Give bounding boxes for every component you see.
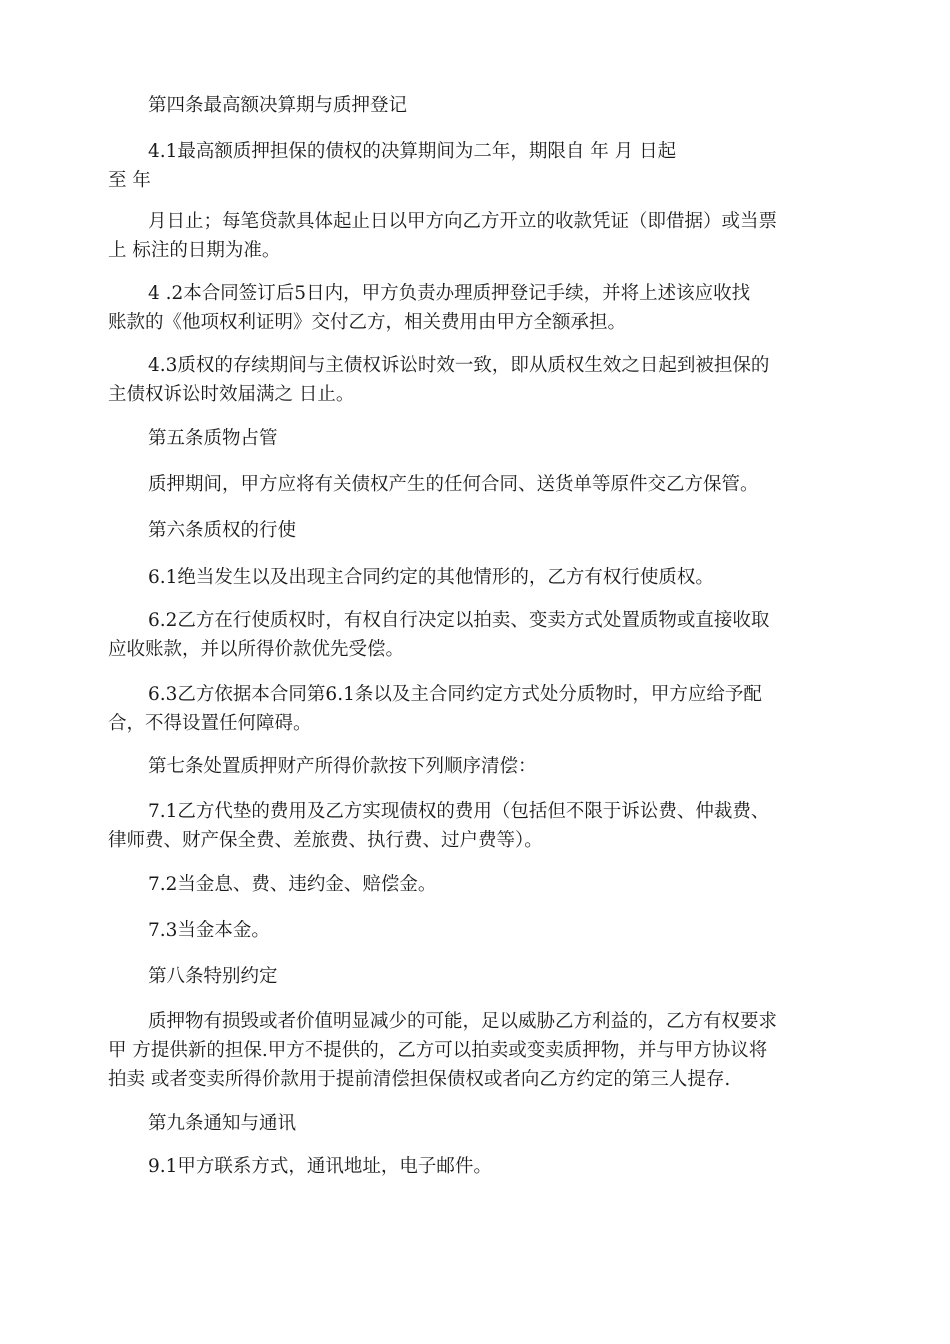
clause-7-3: 7.3当金本金。 [148, 920, 270, 941]
heading-article-6: 第六条质权的行使 [148, 520, 297, 541]
clause-4-1: 4.1最高额质押担保的债权的决算期间为二年，期限自 年 月 日起 至 年 [108, 141, 677, 191]
heading-article-8: 第八条特别约定 [148, 966, 278, 987]
heading-article-5: 第五条质物占管 [148, 428, 278, 449]
heading-article-4: 第四条最高额决算期与质押登记 [148, 95, 408, 116]
article-8-body: 质押物有损毁或者价值明显减少的可能，足以威胁乙方利益的，乙方有权要求 甲 方提供新的担保.甲方不提供的，乙方可以拍卖或变卖质押物，并与甲方协议将 拍卖 或者变卖所得价款用于提前清偿担保债权或者向乙方约定的第三人提存. [108, 1011, 778, 1090]
heading-article-9: 第九条通知与通讯 [148, 1113, 297, 1134]
clause-6-1: 6.1绝当发生以及出现主合同约定的其他情形的，乙方有权行使质权。 [148, 567, 714, 588]
clause-9-1: 9.1甲方联系方式，通讯地址，电子邮件。 [148, 1156, 492, 1177]
clause-7-2: 7.2当金息、费、违约金、赔偿金。 [148, 874, 437, 895]
clause-6-2: 6.2乙方在行使质权时，有权自行决定以拍卖、变卖方式处置质物或直接收取 应收账款，并以所得价款优先受偿。 [108, 610, 770, 660]
clause-4-3: 4.3质权的存续期间与主债权诉讼时效一致，即从质权生效之日起到被担保的 主债权诉讼时效届满之 日止。 [108, 355, 770, 405]
clause-4-1-cont: 月日止；每笔贷款具体起止日以甲方向乙方开立的收款凭证（即借据）或当票 上 标注的日期为准。 [108, 211, 778, 261]
clause-6-3: 6.3乙方依据本合同第6.1条以及主合同约定方式处分质物时，甲方应给予配 合，不得设置任何障碍。 [108, 684, 762, 734]
clause-4-2: 4 .2本合同签订后5日内，甲方负责办理质押登记手续，并将上述该应收找 账款的《他项权利证明》交付乙方，相关费用由甲方全额承担。 [108, 283, 751, 333]
article-5-body: 质押期间，甲方应将有关债权产生的任何合同、送货单等原件交乙方保管。 [148, 474, 759, 495]
clause-7-1: 7.1乙方代垫的费用及乙方实现债权的费用（包括但不限于诉讼费、仲裁费、 律师费、财产保全费、差旅费、执行费、过户费等）。 [108, 801, 770, 851]
heading-article-7: 第七条处置质押财产所得价款按下列顺序清偿： [148, 756, 537, 777]
